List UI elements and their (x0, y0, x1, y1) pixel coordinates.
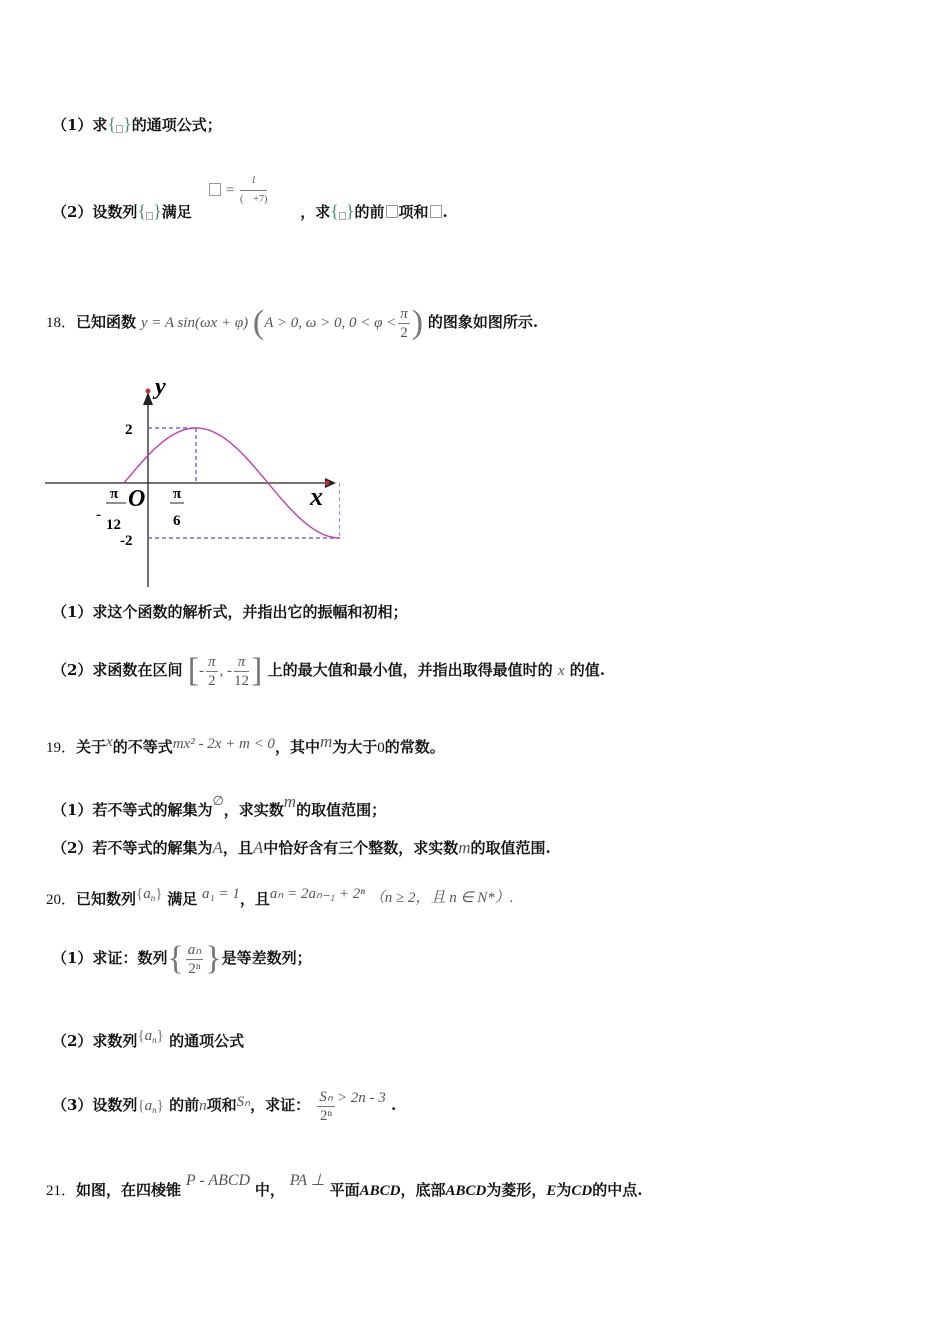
q19-stem: 19．关于x的不等式mx² - 2x + m < 0，其中m为大于0的常数。 (46, 732, 445, 756)
bracket-open-icon: [ (187, 652, 200, 689)
y-min-label: -2 (120, 533, 133, 549)
q17-formula-top: = $\frac{1}{( +7)}$ (208, 172, 269, 209)
q17-part2: （2）设数列{ }满足 ，求{ }的前 项和 . (52, 201, 448, 221)
brace-close-icon: } (205, 940, 222, 977)
q19-part2: （2）若不等式的解集为A，且A中恰好含有三个整数，求实数m的取值范围. (52, 838, 551, 857)
paren-open-icon: ( (252, 304, 265, 341)
q18-stem: 18．已知函数 y = A sin(ωx + φ) (A > 0, ω > 0, 0 < φ < $\frac{\pi}{2}$ ) 的图象如图所示. (46, 304, 539, 341)
neg-sign-label: - (96, 507, 101, 523)
q18-part1: （1）求这个函数的解析式，并指出它的振幅和初相； (52, 603, 408, 621)
placeholder-box-icon (209, 183, 221, 196)
q17-part1: （1）求{ }的通项公式； (52, 114, 222, 134)
neg-pi-label: π (110, 486, 119, 502)
set-brace-icon: { } (137, 201, 162, 221)
q21-stem: 21．如图，在四棱锥 P - ABCD 中， PA ⊥ 平面ABCD，底部ABCD为菱形，E为CD的中点. (46, 1172, 643, 1199)
origin-label: O (128, 486, 146, 512)
y-max-label: 2 (125, 422, 133, 438)
placeholder-box-icon (386, 205, 398, 218)
pi6-num-label: π (173, 486, 182, 502)
placeholder-box-icon (430, 205, 442, 218)
q20-part2: （2）求数列$\{a^n\}$ 的通项公式 (52, 1028, 245, 1050)
sine-graph (40, 372, 340, 592)
x-axis-label: x (310, 482, 323, 511)
y-axis-arrow-icon (143, 392, 153, 405)
set-brace-icon: { } (330, 201, 355, 221)
pi6-den-label: 6 (173, 513, 181, 529)
q18-part2: （2）求函数在区间 [- $\frac{\pi}{2}$ , - $\frac{\pi}{12}$ ] 上的最大值和最小值，并指出取得最值时的 x 的值. (52, 652, 605, 689)
paren-close-icon: ) (411, 304, 424, 341)
q20-part1: （1）求证：数列{ $\frac{\text{aₙ}}{\text{2ⁿ}}$ }是等差数列； (52, 940, 312, 977)
q20-stem: 20．已知数列$\{a^n\}$ 满足 a₁ = 1，且aₙ = 2aₙ₋₁ + 2ⁿ （n ≥ 2，且 n ∈ N*）. (46, 886, 514, 908)
q20-part3: （3）设数列$\{a_n\}$ 的前n项和Sₙ，求证： $\frac{\text{Sₙ}}{\text{2ⁿ}}$ > 2n - 3 . (52, 1088, 397, 1124)
neg-pi-den-label: 12 (106, 517, 121, 533)
bracket-close-icon: ] (251, 652, 263, 689)
q19-part1: （1）若不等式的解集为∅，求实数m的取值范围； (52, 792, 387, 819)
y-axis-label: y (155, 374, 166, 400)
brace-open-icon: { (167, 940, 184, 977)
set-brace-icon: { } (107, 114, 132, 134)
